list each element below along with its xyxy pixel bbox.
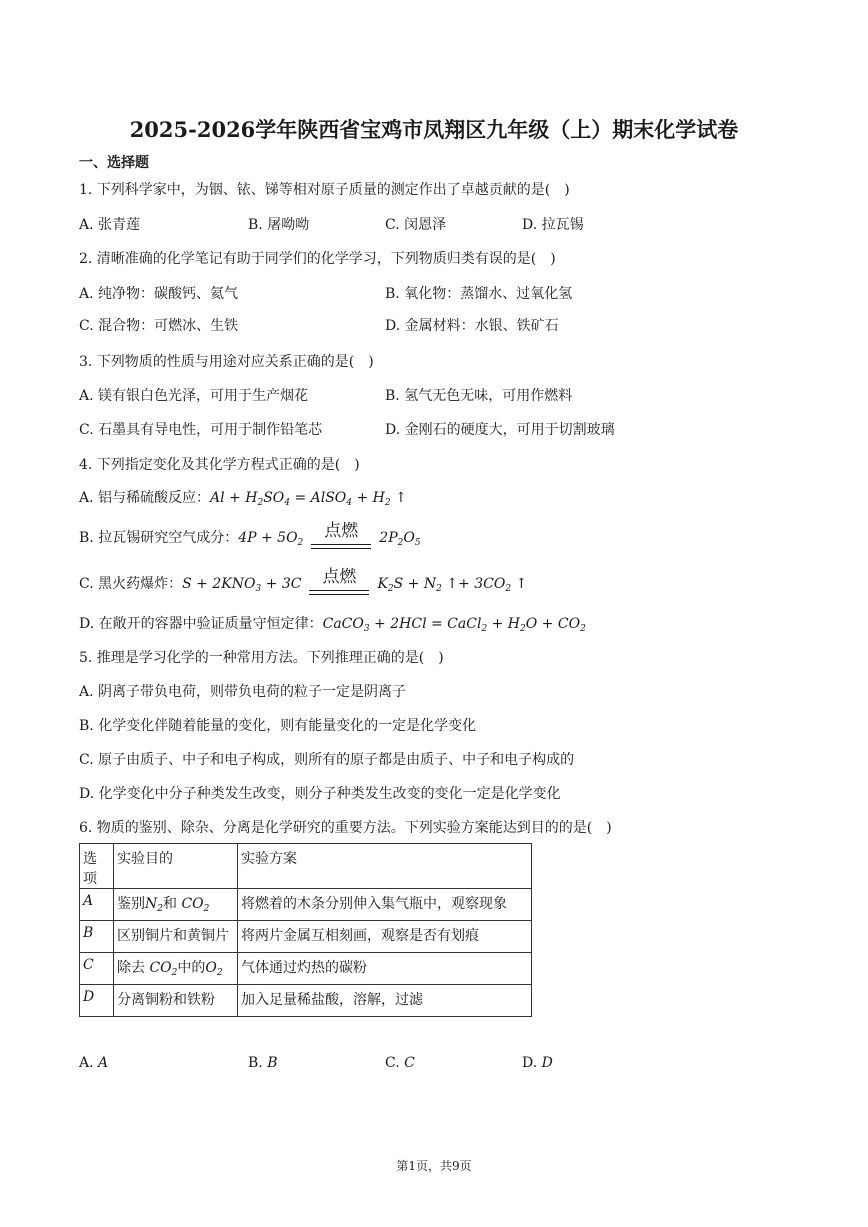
q4-equation-c-left: $S + 2KNO_3 + 3C$ <box>182 576 302 594</box>
q4-option-d <box>79 614 586 634</box>
option-cell: B <box>80 921 114 953</box>
question-3-stem: 3. 下列物质的性质与用途对应关系正确的是( ) <box>79 354 374 370</box>
header-cell: 选项 <box>80 844 114 889</box>
option-cell: A <box>80 889 114 921</box>
q2-option-b: B. 氧化物：蒸馏水、过氧化氢 <box>385 286 573 302</box>
question-6-stem: 6. 物质的鉴别、除杂、分离是化学研究的重要方法。下列实验方案能达到目的的是( ) <box>79 820 612 836</box>
q3-option-c: C. 石墨具有导电性，可用于制作铅笔芯 <box>79 422 323 438</box>
q2-option-a: A. 纯净物：碳酸钙、氦气 <box>79 286 239 302</box>
formula-o2: $O_2$ <box>205 960 223 978</box>
q5-option-c: C. 原子由质子、中子和电子构成，则所有的原子都是由质子、中子和电子构成的 <box>79 752 575 768</box>
question-2-stem: 2. 清晰准确的化学笔记有助于同学们的化学学习，下列物质归类有误的是( ) <box>79 251 556 267</box>
goal-cell: 分离铜粉和铁粉 <box>114 985 238 1017</box>
equals-double-line <box>309 590 369 595</box>
q4-equation-b-left: $4P + 5O_2$ <box>238 530 304 548</box>
q4-equation-a: $Al + H_2SO_4$ = AlSO$_4$ + $H_2$ ↑ <box>210 490 407 508</box>
q4-option-c <box>79 567 528 597</box>
option-cell: C <box>80 953 114 985</box>
q5-option-a: A. 阴离子带负电荷，则带负电荷的粒子一定是阴离子 <box>79 684 407 700</box>
q4-option-a <box>79 488 407 508</box>
q2-option-d: D. 金属材料：水银、铁矿石 <box>385 318 559 334</box>
option-label: D. <box>522 1055 542 1071</box>
q6-option-a <box>79 1053 108 1073</box>
formula-co2: $CO_2$ <box>181 896 210 914</box>
experiment-table <box>79 843 532 1017</box>
option-var: A <box>98 1055 109 1071</box>
goal-cell: 区别铜片和黄铜片 <box>114 921 238 953</box>
table-header-row <box>80 844 532 889</box>
goal-cell: 鉴别$N_2$和 $CO_2$ <box>114 889 238 921</box>
formula-co2: $CO_2$ <box>149 960 178 978</box>
q5-option-d: D. 化学变化中分子种类发生改变，则分子种类发生改变的变化一定是化学变化 <box>79 786 561 802</box>
condition-label: 点燃 <box>322 567 357 587</box>
table-row <box>80 985 532 1017</box>
q4-equation-d: CaCO$_3$ + 2HCl = CaCl$_2$ + $H_2O + CO_2$ <box>322 616 586 634</box>
q4-option-a-prefix: A. 铝与稀硫酸反应： <box>79 490 211 506</box>
page-footer: 第1页，共9页 <box>396 1159 472 1173</box>
header-cell: 实验方案 <box>238 844 532 889</box>
q1-option-a: A. 张青莲 <box>79 217 141 233</box>
option-label: A. <box>79 1055 99 1071</box>
option-var: B <box>267 1055 278 1071</box>
q1-option-d: D. 拉瓦锡 <box>522 217 584 233</box>
header-cell: 实验目的 <box>114 844 238 889</box>
q4-option-b-prefix: B. 拉瓦锡研究空气成分： <box>79 530 239 546</box>
q4-equation-c-right: $K_2S + N_2$ ↑+ $3CO_2$ ↑ <box>377 576 528 594</box>
question-5-stem: 5. 推理是学习化学的一种常用方法。下列推理正确的是( ) <box>79 650 444 666</box>
condition-label: 点燃 <box>324 521 359 541</box>
table-row <box>80 921 532 953</box>
option-var: C <box>404 1055 415 1071</box>
plan-cell: 将两片金属互相刻画，观察是否有划痕 <box>238 921 532 953</box>
q2-option-c: C. 混合物：可燃冰、生铁 <box>79 318 239 334</box>
q3-option-a: A. 镁有银白色光泽，可用于生产烟花 <box>79 388 309 404</box>
q6-option-c <box>385 1053 415 1073</box>
q6-option-b <box>248 1053 278 1073</box>
plan-cell: 气体通过灼热的碳粉 <box>238 953 532 985</box>
goal-text: 鉴别 <box>117 896 145 912</box>
q3-option-d: D. 金刚石的硬度大，可用于切割玻璃 <box>385 422 615 438</box>
q1-option-c: C. 闵恩泽 <box>385 217 447 233</box>
question-1-stem: 1. 下列科学家中，为铟、铱、锑等相对原子质量的测定作出了卓越贡献的是( ) <box>79 182 570 198</box>
plan-cell: 将燃着的木条分别伸入集气瓶中，观察现象 <box>238 889 532 921</box>
plan-cell: 加入足量稀盐酸，溶解，过滤 <box>238 985 532 1017</box>
reaction-condition-ignite <box>311 521 371 551</box>
q4-option-c-prefix: C. 黑火药爆炸： <box>79 576 183 592</box>
formula-n2: $N_2$ <box>145 896 163 914</box>
option-var: D <box>541 1055 553 1071</box>
q4-option-d-prefix: D. 在敞开的容器中验证质量守恒定律： <box>79 616 323 632</box>
table-row <box>80 889 532 921</box>
page-title: 2025-2026学年陕西省宝鸡市凤翔区九年级（上）期末化学试卷 <box>129 117 739 142</box>
goal-text: 中的 <box>177 960 206 976</box>
q4-equation-b-right: $2P_2O_5$ <box>379 530 421 548</box>
option-label: B. <box>248 1055 268 1071</box>
section-heading: 一、选择题 <box>79 155 149 171</box>
reaction-condition-ignite <box>309 567 369 597</box>
option-cell: D <box>80 985 114 1017</box>
q6-option-d <box>522 1053 553 1073</box>
equals-double-line <box>311 544 371 549</box>
option-label: C. <box>385 1055 405 1071</box>
question-4-stem: 4. 下列指定变化及其化学方程式正确的是( ) <box>79 457 360 473</box>
q1-option-b: B. 屠呦呦 <box>248 217 310 233</box>
q5-option-b: B. 化学变化伴随着能量的变化，则有能量变化的一定是化学变化 <box>79 718 477 734</box>
q4-option-b <box>79 521 421 551</box>
table-row <box>80 953 532 985</box>
goal-text: 除去 <box>117 960 145 976</box>
q3-option-b: B. 氢气无色无味，可用作燃料 <box>385 388 573 404</box>
goal-cell <box>114 953 238 985</box>
